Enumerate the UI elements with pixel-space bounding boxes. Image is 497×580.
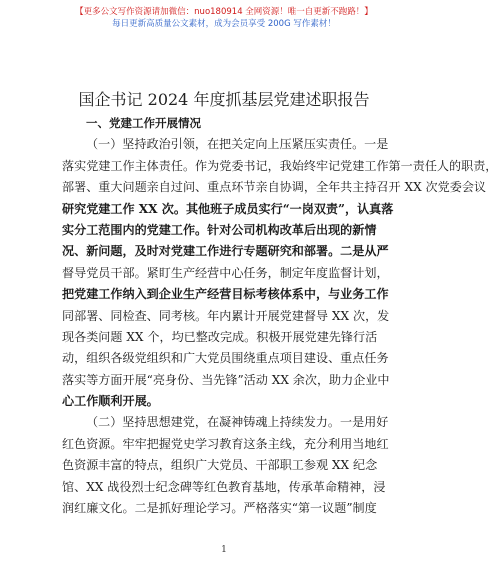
paragraph-line: 现各类问题 XX 个，均已整改完成。积极开展党建先锋行活 [62, 329, 378, 344]
paragraph-line: （一）坚持政治引领，在把关定向上压紧压实责任。一是 [86, 137, 389, 152]
paragraph-line: 研究党建工作 XX 次。其他班子成员实行“一岗双责”，认真落 [62, 201, 394, 216]
paragraph-line: 督导党员干部。紧盯生产经营中心任务，制定年度监督计划， [62, 265, 389, 280]
promo-line-2: 每日更新高质量公文素材，成为会员享受 200G 写作素材！ [112, 19, 336, 29]
page-number: 1 [221, 545, 227, 555]
document-body [62, 113, 497, 519]
paragraph-line: （二）坚持思想建党，在凝神铸魂上持续发力。一是用好 [86, 415, 389, 430]
paragraph-line: 部署、重大问题亲自过问、重点环节亲自协调，全年共主持召开 XX 次党委会议 [62, 180, 487, 195]
paragraph-line: 馆、XX 战役烈士纪念碑等红色教育基地，传承革命精神，浸 [62, 479, 386, 494]
paragraph-line: 落实等方面开展“亮身份、当先锋”活动 XX 余次，助力企业中 [62, 372, 390, 387]
section-heading: 一、党建工作开展情况 [86, 116, 201, 130]
paragraph-line: 润红廉文化。二是抓好理论学习。严格落实“第一议题”制度 [62, 501, 377, 516]
paragraph-line: 同部署、同检查、同考核。年内累计开展党建督导 XX 次，发 [62, 308, 390, 323]
paragraph-line: 心工作顺利开展。 [62, 394, 159, 409]
paragraph-line: 实分工范围内的党建工作。针对公司机构改革后出现的新情 [62, 222, 377, 237]
paragraph-line: 红色资源。牢牢把握党史学习教育这条主线，充分利用当地红 [62, 436, 389, 451]
promo-banner [0, 6, 448, 30]
paragraph-line: 落实党建工作主体责任。作为党委书记，我始终牢记党建工作第一责任人的职责， [62, 158, 497, 173]
paragraph-line: 把党建工作纳入到企业生产经营目标考核体系中，与业务工作 [62, 287, 389, 302]
document-title: 国企书记 2024 年度抓基层党建述职报告 [78, 90, 370, 109]
paragraph-line: 色资源丰富的特点，组织广大党员、干部职工参观 XX 纪念 [62, 458, 378, 473]
paragraph-line: 况、新问题，及时对党建工作进行专题研究和部署。二是从严 [62, 244, 389, 259]
paragraph-line: 动，组织各级党组织和广大党员围绕重点项目建设、重点任务 [62, 351, 389, 366]
promo-line-1: 【更多公文写作资源请加微信：nuo180914 全网资源！唯一自更新不跑路！】 [75, 7, 373, 17]
